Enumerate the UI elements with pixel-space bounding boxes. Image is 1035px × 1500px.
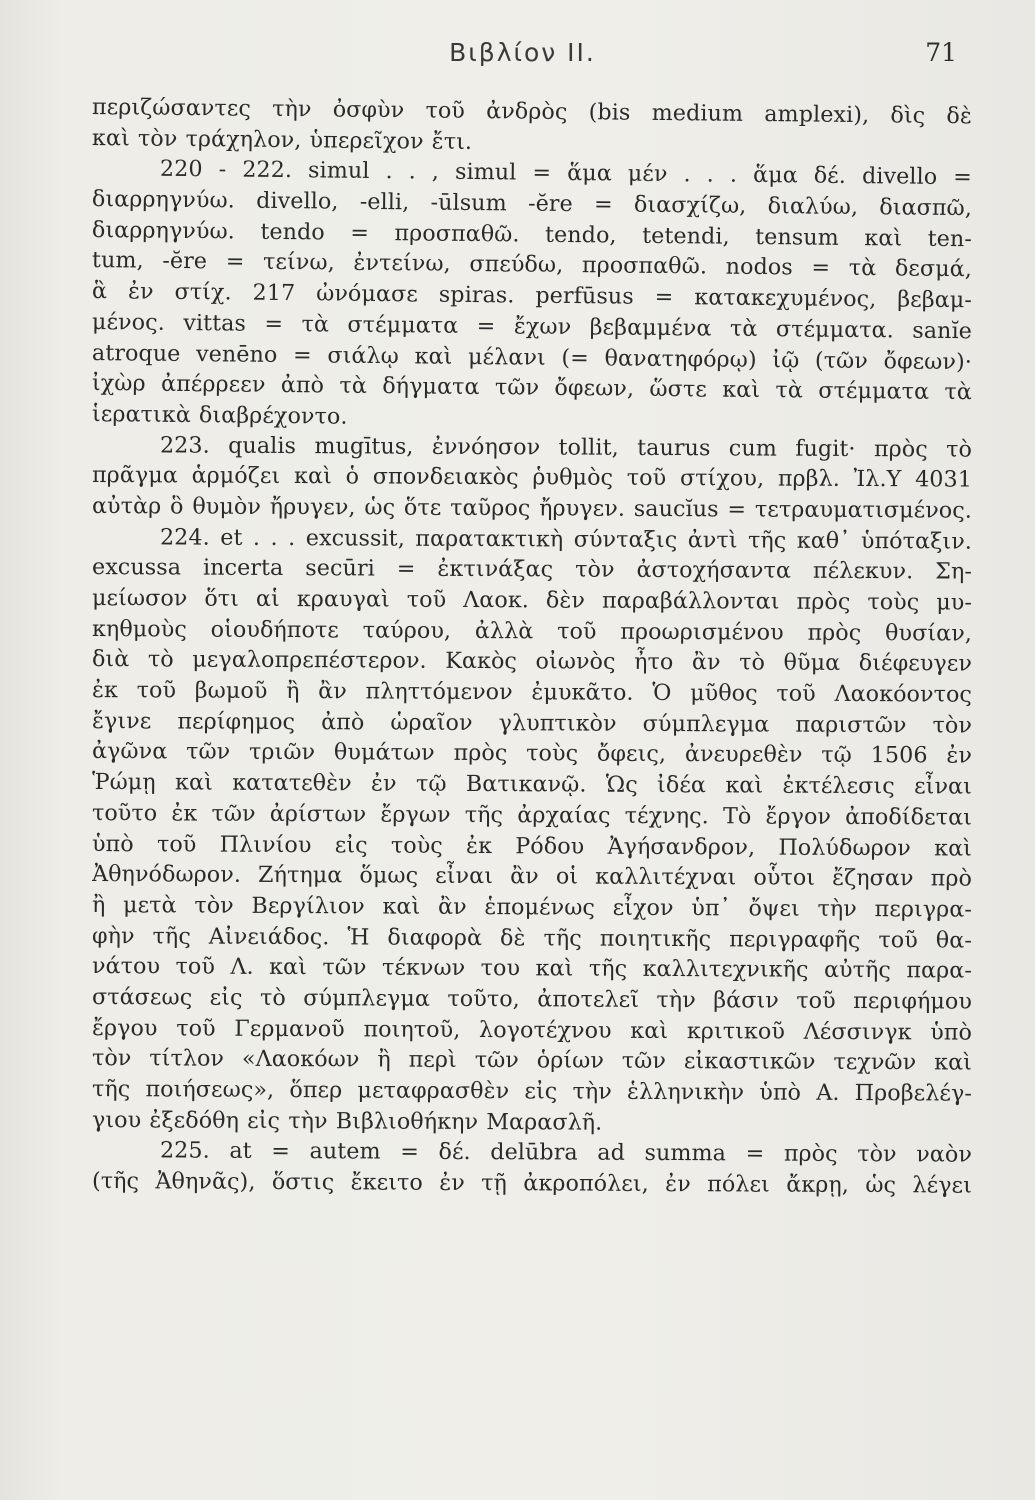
text-line: ἔργου τοῦ Γερμανοῦ ποιητοῦ, λογοτέχνου καὶ κριτικοῦ Λέσσινγκ ὑπὸ (91, 1014, 973, 1046)
text-line: νάτου τοῦ Λ. καὶ τῶν τέκνων του καὶ τῆς καλλιτεχνικῆς αὐτῆς παρα- (91, 953, 973, 984)
text-line: Ῥώμῃ καὶ κατατεθὲν ἐν τῷ Βατικανῷ. Ὡς ἰδέα καὶ ἐκτέλεσις εἶναι (91, 769, 973, 800)
text-line: ἐκ τοῦ βωμοῦ ἢ ἂν πληττόμενον ἐμυκᾶτο. Ὁ μῦθος τοῦ Λαοκόοντος (91, 677, 973, 708)
text-line: tum, -ĕre = τείνω, ἐντείνω, σπεύδω, προσπαθῶ. nodos = τὰ δεσμά, (91, 247, 973, 283)
text-line: 220 - 222. simul . . , simul = ἅμα μέν . . . ἅμα δέ. divello = (159, 156, 973, 191)
text-line: φὴν τῆς Αἰνειάδος. Ἡ διαφορὰ δὲ τῆς ποιητικῆς περιγραφῆς τοῦ θα- (91, 922, 973, 954)
text-line: τὸν τίτλον «Λαοκόων ἢ περὶ τῶν ὁρίων τῶν εἰκαστικῶν τεχνῶν καὶ (91, 1045, 973, 1076)
text-line: ὑπὸ τοῦ Πλινίου εἰς τοὺς ἐκ Ρόδου Ἀγήσανδρον, Πολύδωρον καὶ (91, 830, 973, 862)
text-line: excussa incerta secūri = ἐκτινάξας τὸν ἀστοχήσαντα πέλεκυν. Ση- (91, 554, 973, 585)
text-line: ἃ ἐν στίχ. 217 ὠνόμασε spiras. perfūsus = κατακεχυμένος, βεβαμ- (91, 278, 973, 314)
text-line: γιου ἐξεδόθη εἰς τὴν Βιβλιοθήκην Μαρασλῆ. (91, 1106, 603, 1136)
text-line: ἔγινε περίφημος ἀπὸ ὡραῖον γλυπτικὸν σύμπλεγμα παριστῶν τὸν (91, 707, 973, 739)
text-line: 224. et . . . excussit, παρατακτικὴ σύνταξις ἀντὶ τῆς καθ᾽ ὑπόταξιν. (159, 523, 973, 555)
text-line: διαρρηγνύω. divello, -elli, -ūlsum -ĕre = διασχίζω, διαλύω, διασπῶ, (91, 186, 973, 222)
text-line: ἢ μετὰ τὸν Βεργίλιον καὶ ἂν ἑπομένως εἶχον ὑπ᾽ ὄψει τὴν περιγρα- (91, 891, 973, 923)
text-line: (τῆς Ἀθηνᾶς), ὅστις ἔκειτο ἐν τῇ ἀκροπόλει, ἐν πόλει ἄκρῃ, ὡς λέγει (91, 1168, 973, 1199)
running-head (80, 38, 965, 78)
text-line: στάσεως εἰς τὸ σύμπλεγμα τοῦτο, ἀποτελεῖ τὴν βάσιν τοῦ περιφήμου (91, 983, 973, 1015)
text-line: τοῦτο ἐκ τῶν ἀρίστων ἔργων τῆς ἀρχαίας τέχνης. Τὸ ἔργον ἀποδίδεται (91, 799, 973, 831)
commentary-text (92, 92, 972, 1197)
page-number: 71 (925, 38, 957, 67)
text-line: atroque venēno = σιάλῳ καὶ μέλανι (= θανατηφόρῳ) ἰῷ (τῶν ὄφεων)· (91, 339, 973, 375)
text-line: κηθμοὺς οἱουδήποτε ταύρου, ἀλλὰ τοῦ προωρισμένου πρὸς θυσίαν, (91, 615, 973, 647)
text-line: ἰχὼρ ἀπέρρεεν ἀπὸ τὰ δήγματα τῶν ὄφεων, ὥστε καὶ τὰ στέμματα τὰ (91, 370, 973, 406)
text-line: μείωσον ὅτι αἱ κραυγαὶ τοῦ Λαοκ. δὲν παραβάλλονται πρὸς τοὺς μυ- (91, 585, 973, 616)
text-line: μένος. vittas = τὰ στέμματα = ἔχων βεβαμμένα τὰ στέμματα. sanĭe (91, 308, 973, 345)
text-line: διαρρηγνύω. tendo = προσπαθῶ. tendo, tetendi, tensum καὶ ten- (91, 216, 973, 252)
text-line: ἀγῶνα τῶν τριῶν θυμάτων πρὸς τοὺς ὄφεις, ἀνευρεθὲν τῷ 1506 ἐν (91, 738, 973, 770)
text-line: αὐτὰρ ὃ θυμὸν ἤρυγεν, ὡς ὅτε ταῦρος ἤρυγεν. saucĭus = τετραυματισμένος. (91, 492, 973, 524)
text-line: Ἀθηνόδωρον. Ζήτημα ὅμως εἶναι ἂν οἱ καλλιτέχναι οὗτοι ἔζησαν πρὸ (91, 861, 973, 892)
text-line: 223. qualis mugītus, ἐννόησον tollit, taurus cum fugit· πρὸς τὸ (159, 431, 973, 463)
book-title: Βιβλίον II. (449, 38, 596, 67)
text-line: τῆς ποιήσεως», ὅπερ μεταφρασθὲν εἰς τὴν ἑλληνικὴν ὑπὸ Α. Προβελέγ- (91, 1076, 973, 1107)
text-line: καὶ τὸν τράχηλον, ὑπερεῖχον ἔτι. (91, 124, 473, 155)
text-line: περιζώσαντες τὴν ὀσφὺν τοῦ ἀνδρὸς (bis medium amplexi), δὶς δὲ (91, 94, 973, 130)
text-line: πρᾶγμα ἁρμόζει καὶ ὁ σπονδειακὸς ῥυθμὸς τοῦ στίχου, πρβλ. Ἰλ.Υ 4031 (91, 462, 973, 493)
text-line: ἱερατικὰ διαβρέχοντο. (91, 400, 348, 430)
text-line: διὰ τὸ μεγαλοπρεπέστερον. Κακὸς οἰωνὸς ἦτο ἂν τὸ θῦμα διέφευγεν (91, 646, 973, 677)
text-line: 225. at = autem = δέ. delūbra ad summa = πρὸς τὸν ναὸν (159, 1137, 973, 1168)
